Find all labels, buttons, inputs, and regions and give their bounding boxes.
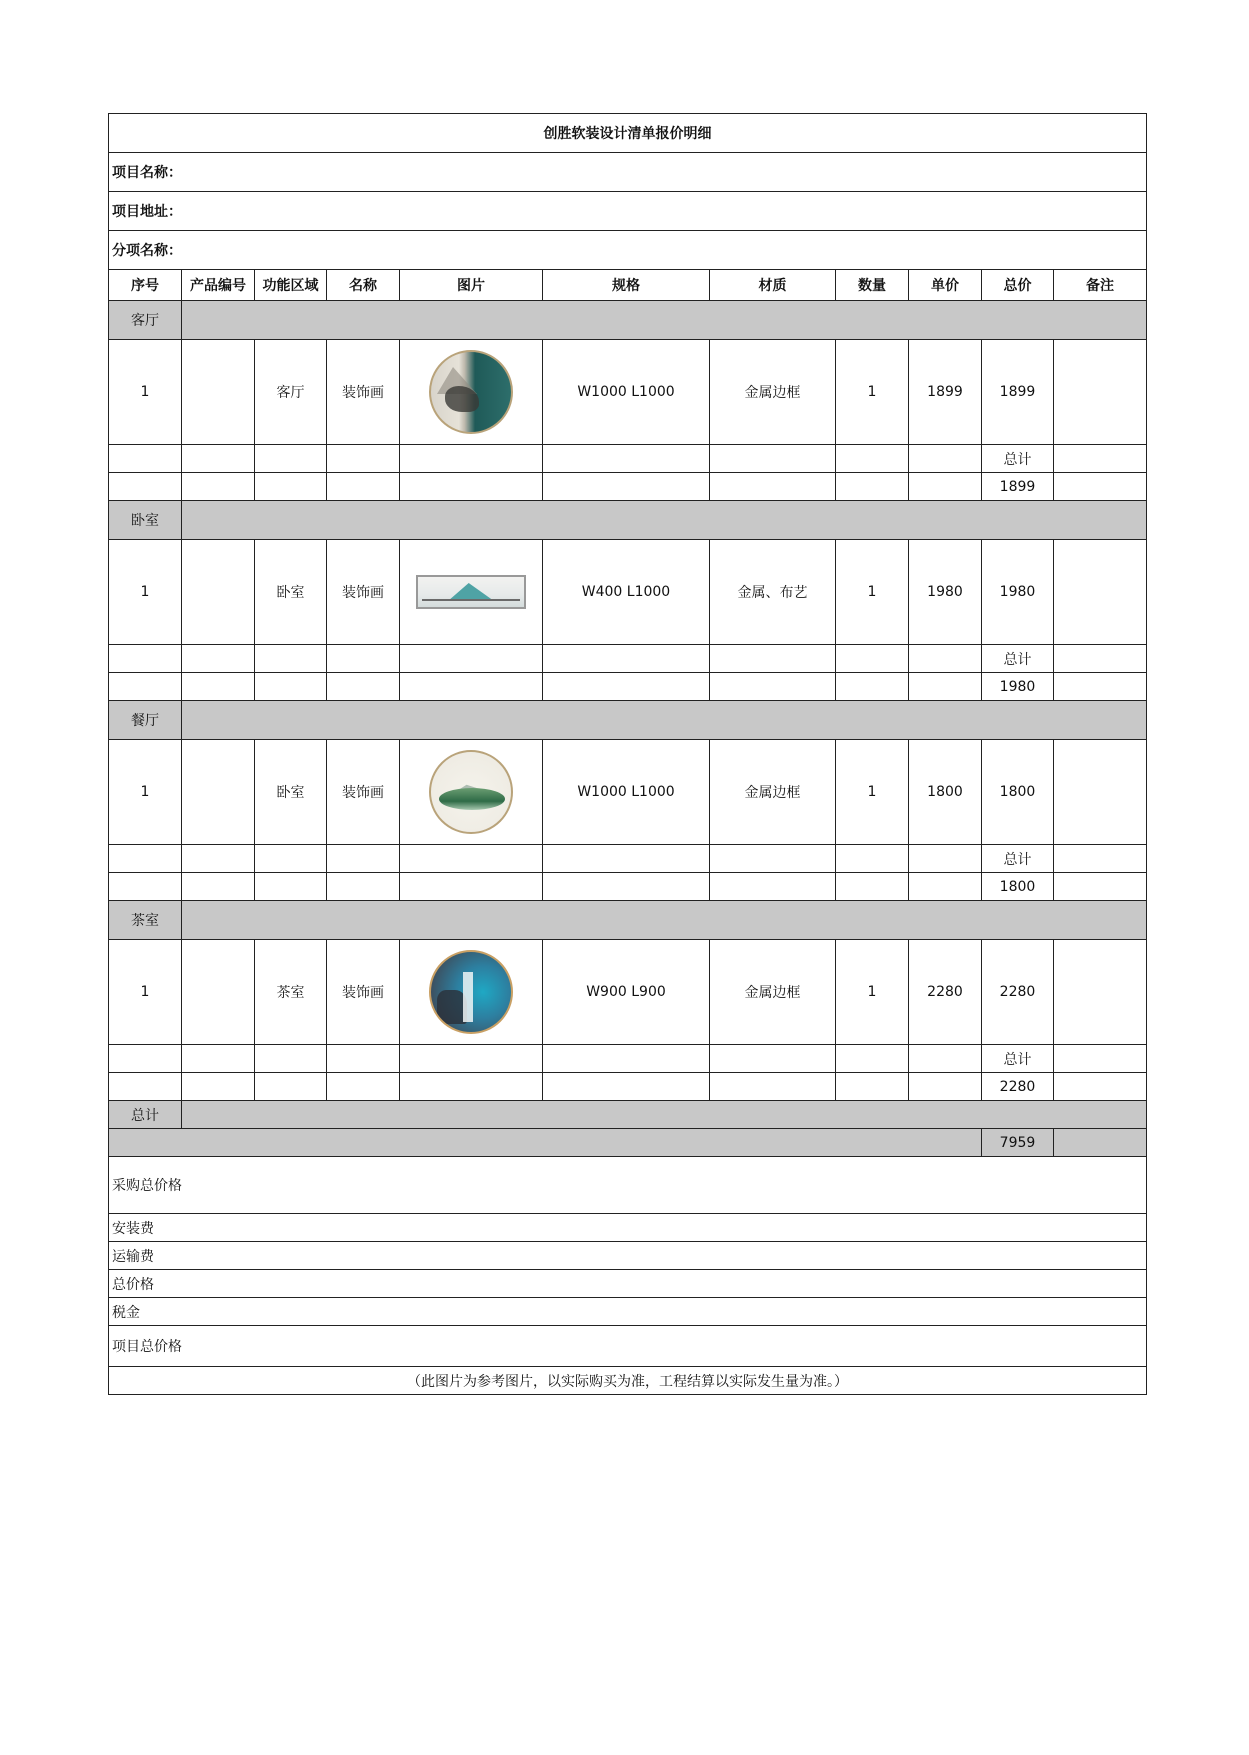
subtotal-label-row — [109, 445, 1147, 473]
item-seq: 1 — [109, 940, 182, 1045]
painting-4-icon — [429, 950, 513, 1034]
item-remark — [1054, 540, 1147, 645]
header-seq: 序号 — [109, 270, 182, 301]
project-address-label: 项目地址： — [109, 192, 1147, 231]
item-area: 茶室 — [255, 940, 327, 1045]
section-row-bedroom — [109, 501, 1147, 540]
item-remark — [1054, 940, 1147, 1045]
section-row-dining-room — [109, 701, 1147, 740]
item-unit-price: 1980 — [909, 540, 982, 645]
section-label: 卧室 — [109, 501, 182, 540]
item-area: 卧室 — [255, 540, 327, 645]
subtotal-value: 2280 — [982, 1073, 1054, 1101]
item-seq: 1 — [109, 540, 182, 645]
item-spec: W400 L1000 — [543, 540, 710, 645]
item-seq: 1 — [109, 740, 182, 845]
item-code — [182, 740, 255, 845]
item-image-cell — [400, 340, 543, 445]
item-image-cell — [400, 540, 543, 645]
grand-total-label: 总计 — [109, 1101, 182, 1129]
grand-total-value: 7959 — [982, 1129, 1054, 1157]
item-material: 金属边框 — [710, 940, 836, 1045]
subtotal-value-row — [109, 473, 1147, 501]
item-spec: W1000 L1000 — [543, 740, 710, 845]
section-label: 客厅 — [109, 301, 182, 340]
item-row — [109, 940, 1147, 1045]
subtotal-label: 总计 — [982, 445, 1054, 473]
header-name: 名称 — [327, 270, 400, 301]
sheet-title: 创胜软装设计清单报价明细 — [109, 114, 1147, 153]
header-unit-price: 单价 — [909, 270, 982, 301]
item-code — [182, 340, 255, 445]
item-name: 装饰画 — [327, 940, 400, 1045]
header-qty: 数量 — [836, 270, 909, 301]
section-row-tea-room — [109, 901, 1147, 940]
item-unit-price: 2280 — [909, 940, 982, 1045]
installation-fee-label: 安装费 — [109, 1214, 1147, 1242]
purchase-total-label: 采购总价格 — [109, 1157, 1147, 1214]
item-image-cell — [400, 940, 543, 1045]
item-unit-price: 1899 — [909, 340, 982, 445]
header-image: 图片 — [400, 270, 543, 301]
project-name-label: 项目名称： — [109, 153, 1147, 192]
quotation-table — [108, 113, 1147, 1395]
item-total-price: 1899 — [982, 340, 1054, 445]
item-row — [109, 740, 1147, 845]
item-row — [109, 540, 1147, 645]
sub-item-name-label: 分项名称： — [109, 231, 1147, 270]
item-name: 装饰画 — [327, 740, 400, 845]
header-code: 产品编号 — [182, 270, 255, 301]
header-spec: 规格 — [543, 270, 710, 301]
tax-label: 税金 — [109, 1298, 1147, 1326]
item-name: 装饰画 — [327, 340, 400, 445]
header-material: 材质 — [710, 270, 836, 301]
item-spec: W900 L900 — [543, 940, 710, 1045]
item-area: 卧室 — [255, 740, 327, 845]
item-material: 金属边框 — [710, 340, 836, 445]
item-remark — [1054, 740, 1147, 845]
grand-total-label-row — [109, 1101, 1147, 1129]
total-price-label: 总价格 — [109, 1270, 1147, 1298]
subtotal-label-row — [109, 645, 1147, 673]
item-spec: W1000 L1000 — [543, 340, 710, 445]
painting-3-icon — [429, 750, 513, 834]
subtotal-value-row — [109, 873, 1147, 901]
item-material: 金属、布艺 — [710, 540, 836, 645]
item-remark — [1054, 340, 1147, 445]
section-label: 茶室 — [109, 901, 182, 940]
subtotal-value-row — [109, 673, 1147, 701]
subtotal-value-row — [109, 1073, 1147, 1101]
item-total-price: 1980 — [982, 540, 1054, 645]
subtotal-label: 总计 — [982, 1045, 1054, 1073]
section-row-living-room — [109, 301, 1147, 340]
transport-fee-label: 运输费 — [109, 1242, 1147, 1270]
subtotal-value: 1899 — [982, 473, 1054, 501]
item-qty: 1 — [836, 540, 909, 645]
item-name: 装饰画 — [327, 540, 400, 645]
section-label: 餐厅 — [109, 701, 182, 740]
item-code — [182, 540, 255, 645]
item-qty: 1 — [836, 940, 909, 1045]
item-material: 金属边框 — [710, 740, 836, 845]
subtotal-value: 1980 — [982, 673, 1054, 701]
project-total-label: 项目总价格 — [109, 1326, 1147, 1367]
item-seq: 1 — [109, 340, 182, 445]
painting-2-icon — [416, 575, 526, 609]
subtotal-label: 总计 — [982, 845, 1054, 873]
subtotal-label: 总计 — [982, 645, 1054, 673]
header-total-price: 总价 — [982, 270, 1054, 301]
item-unit-price: 1800 — [909, 740, 982, 845]
item-total-price: 2280 — [982, 940, 1054, 1045]
subtotal-label-row — [109, 1045, 1147, 1073]
subtotal-value: 1800 — [982, 873, 1054, 901]
item-area: 客厅 — [255, 340, 327, 445]
subtotal-label-row — [109, 845, 1147, 873]
item-qty: 1 — [836, 740, 909, 845]
painting-1-icon — [429, 350, 513, 434]
item-code — [182, 940, 255, 1045]
grand-total-value-row — [109, 1129, 1147, 1157]
header-remark: 备注 — [1054, 270, 1147, 301]
item-row — [109, 340, 1147, 445]
disclaimer-note: （此图片为参考图片，以实际购买为准，工程结算以实际发生量为准。） — [109, 1367, 1147, 1395]
item-image-cell — [400, 740, 543, 845]
item-qty: 1 — [836, 340, 909, 445]
header-row — [109, 270, 1147, 301]
item-total-price: 1800 — [982, 740, 1054, 845]
header-area: 功能区域 — [255, 270, 327, 301]
